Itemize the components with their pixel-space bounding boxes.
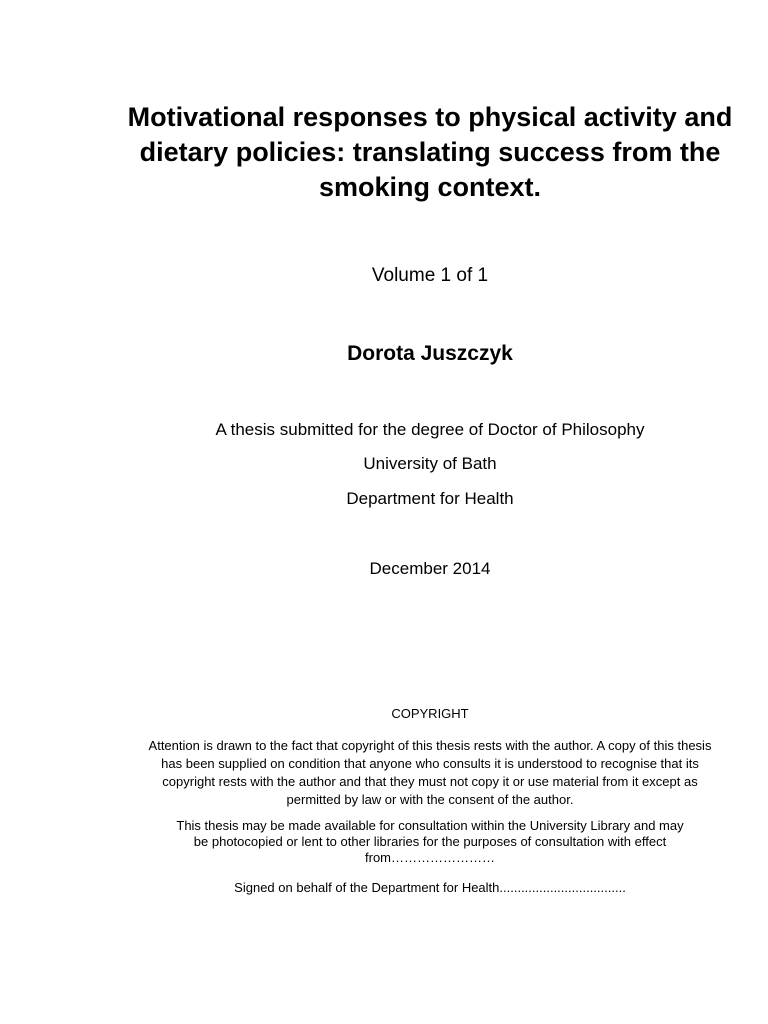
copyright-paragraph-2-line-1: This thesis may be made available for consultation within the University Library and may (176, 818, 684, 833)
submission-date: December 2014 (369, 559, 491, 578)
copyright-paragraph-2-line-3: from…………………… (365, 850, 495, 865)
author-name: Dorota Juszczyk (347, 342, 513, 365)
thesis-title: Motivational responses to physical activity and dietary policies: translating success from the smoking context. (127, 102, 733, 202)
volume-label: Volume 1 of 1 (371, 265, 489, 286)
copyright-paragraph-2-line-2: be photocopied or lent to other libraries for the purposes of consultation with effect (193, 834, 667, 849)
copyright-heading: COPYRIGHT (391, 706, 469, 721)
signed-statement: Signed on behalf of the Department for Health................................... (234, 880, 626, 895)
university-name: University of Bath (363, 454, 497, 473)
department-name: Department for Health (346, 489, 514, 508)
copyright-paragraph-2 (140, 818, 720, 866)
degree-statement: A thesis submitted for the degree of Doctor of Philosophy (215, 420, 645, 439)
copyright-paragraph-1: Attention is drawn to the fact that copyright of this thesis rests with the author. A copy of this thesis has been supplied on condition that anyone who consults it is understood to recognise that its copyright rests with the author and that they must not copy it or use material from it except as permitted by law or with the consent of the author. (148, 738, 712, 807)
